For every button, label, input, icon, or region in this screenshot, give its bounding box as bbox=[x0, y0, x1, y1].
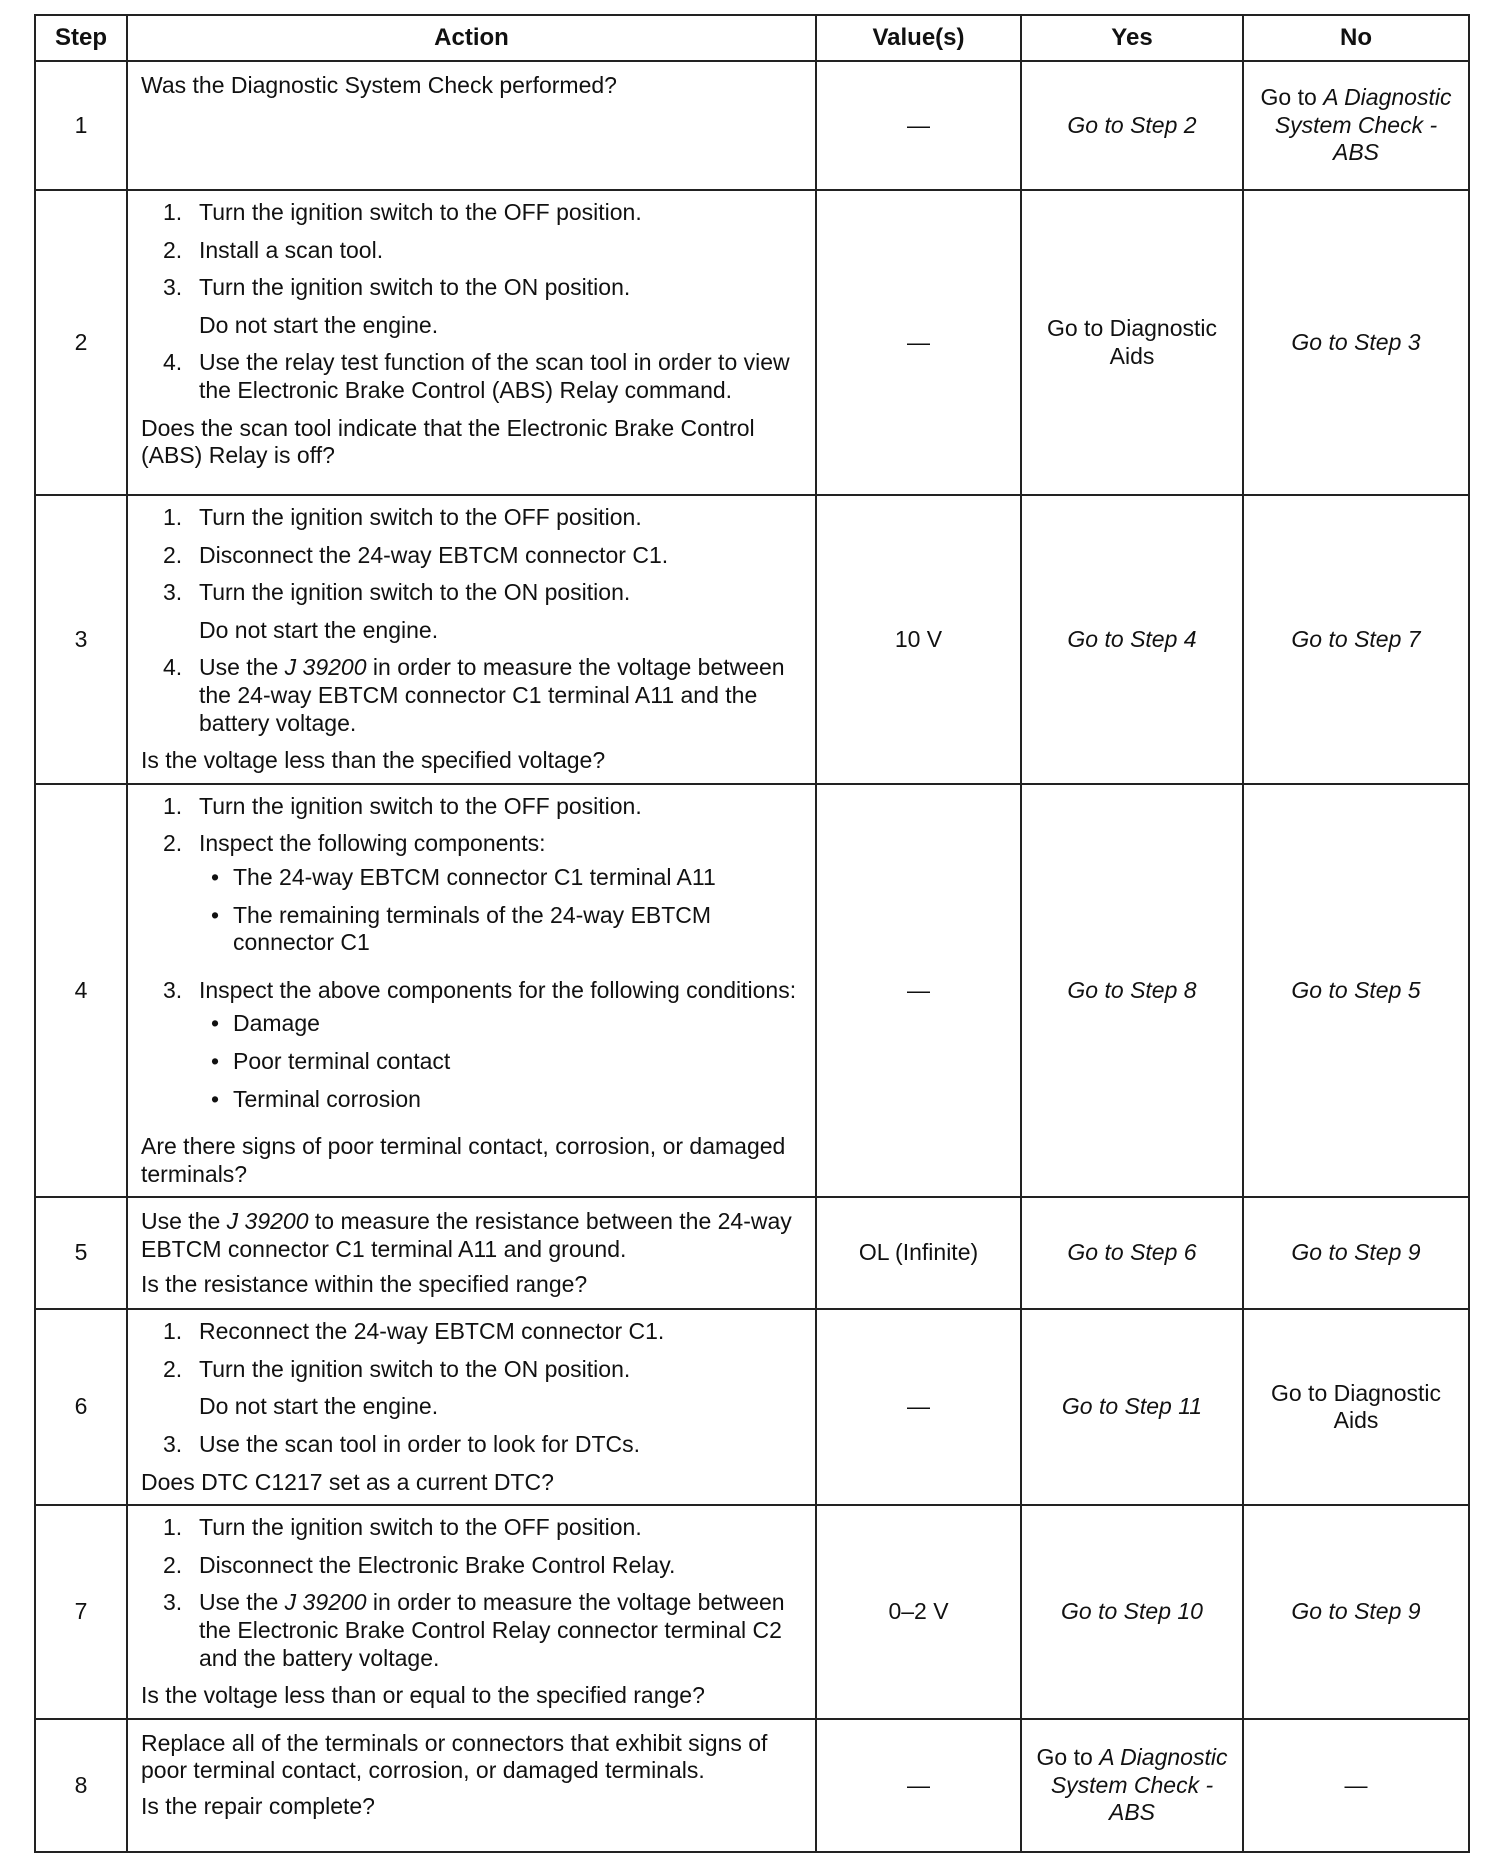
value-cell: 10 V bbox=[816, 495, 1021, 784]
bullet-list bbox=[199, 1010, 803, 1113]
procedure-step-body bbox=[199, 542, 803, 570]
procedure-step bbox=[163, 579, 803, 644]
procedure-step bbox=[163, 274, 803, 339]
procedure-step-body bbox=[199, 1589, 803, 1672]
value-cell: — bbox=[816, 1719, 1021, 1852]
value-cell: — bbox=[816, 61, 1021, 190]
procedure-step-text: Disconnect the Electronic Brake Control Relay. bbox=[199, 1551, 676, 1578]
step-number: 1 bbox=[35, 61, 127, 190]
procedure-step-body bbox=[199, 977, 803, 1123]
no-cell bbox=[1243, 495, 1469, 784]
table-row bbox=[35, 1719, 1469, 1852]
procedure-step bbox=[163, 199, 803, 227]
procedure-step-number: 3. bbox=[163, 274, 183, 301]
procedure-step-text: Use the scan tool in order to look for DTCs. bbox=[199, 1431, 641, 1458]
procedure-step-text: Use the bbox=[199, 1589, 285, 1616]
bullet-icon: • bbox=[211, 1085, 220, 1112]
procedure-step-body bbox=[199, 1431, 803, 1459]
procedure-list bbox=[141, 1318, 803, 1458]
action-cell bbox=[127, 190, 816, 495]
procedure-step bbox=[163, 1589, 803, 1672]
procedure-step-body bbox=[199, 199, 803, 227]
procedure-step-number: 1. bbox=[163, 792, 183, 819]
yes-cell bbox=[1021, 1197, 1243, 1309]
intro-text: to measure the resistance between the 24-way EBTCM connector C1 terminal A11 and ground. bbox=[141, 1208, 792, 1262]
procedure-note: Do not start the engine. bbox=[199, 1393, 439, 1420]
yes-link-text: Go to Step 6 bbox=[1067, 1239, 1197, 1266]
step-number: 2 bbox=[35, 190, 127, 495]
step-number: 7 bbox=[35, 1505, 127, 1719]
no-text: Go to bbox=[1260, 84, 1324, 111]
table-row bbox=[35, 495, 1469, 784]
procedure-step bbox=[163, 793, 803, 821]
procedure-note: Do not start the engine. bbox=[199, 311, 439, 338]
action-intro: Was the Diagnostic System Check performed? bbox=[141, 72, 617, 98]
no-link-text: Go to Step 9 bbox=[1291, 1239, 1421, 1266]
procedure-step-number: 3. bbox=[163, 976, 183, 1003]
no-cell bbox=[1243, 1309, 1469, 1505]
procedure-step-body bbox=[199, 237, 803, 265]
step-number: 8 bbox=[35, 1719, 127, 1852]
no-cell bbox=[1243, 1719, 1469, 1852]
procedure-step-number: 1. bbox=[163, 1318, 183, 1345]
procedure-step-number: 3. bbox=[163, 1589, 183, 1616]
no-text: Go to Diagnostic Aids bbox=[1270, 1379, 1442, 1434]
procedure-step-number: 3. bbox=[163, 579, 183, 606]
header-row bbox=[35, 15, 1469, 61]
step-number: 5 bbox=[35, 1197, 127, 1309]
procedure-step-body bbox=[199, 1514, 803, 1542]
yes-text: Go to Diagnostic Aids bbox=[1046, 314, 1218, 369]
procedure-step-number: 2. bbox=[163, 1355, 183, 1382]
tool-name: J 39200 bbox=[284, 1589, 367, 1616]
bullet-icon: • bbox=[211, 863, 220, 890]
action-cell bbox=[127, 61, 816, 190]
action-question: Are there signs of poor terminal contact, corrosion, or damaged terminals? bbox=[141, 1133, 786, 1187]
procedure-step bbox=[163, 830, 803, 966]
step-number: 4 bbox=[35, 784, 127, 1198]
bullet-text: Terminal corrosion bbox=[233, 1085, 421, 1112]
procedure-step bbox=[163, 349, 803, 404]
yes-cell bbox=[1021, 1309, 1243, 1505]
bullet-text: The remaining terminals of the 24-way EBTCM connector C1 bbox=[233, 901, 712, 956]
action-question: Is the repair complete? bbox=[141, 1793, 375, 1819]
action-cell bbox=[127, 1309, 816, 1505]
header-no: No bbox=[1243, 15, 1469, 61]
bullet-list bbox=[199, 864, 803, 957]
value-cell: — bbox=[816, 784, 1021, 1198]
procedure-list bbox=[141, 1514, 803, 1672]
procedure-step bbox=[163, 654, 803, 737]
action-cell bbox=[127, 1197, 816, 1309]
procedure-step-body bbox=[199, 654, 803, 737]
procedure-step-number: 2. bbox=[163, 1551, 183, 1578]
procedure-step-text: Turn the ignition switch to the OFF position. bbox=[199, 504, 642, 530]
procedure-step-number: 2. bbox=[163, 236, 183, 263]
procedure-step-text: Use the relay test function of the scan tool in order to view the Electronic Brake Control (ABS) Relay command. bbox=[199, 349, 790, 403]
procedure-step-number: 1. bbox=[163, 504, 183, 530]
procedure-note: Do not start the engine. bbox=[199, 616, 439, 643]
yes-link-text: Go to Step 10 bbox=[1061, 1598, 1203, 1625]
bullet-icon: • bbox=[211, 1010, 220, 1037]
bullet-text: Poor terminal contact bbox=[233, 1047, 451, 1074]
no-link-text: Go to Step 9 bbox=[1291, 1598, 1421, 1625]
bullet-icon: • bbox=[211, 901, 220, 928]
header-step: Step bbox=[35, 15, 127, 61]
procedure-step-text: in order to measure the voltage between the Electronic Brake Control Relay connector terminal C2 and the battery voltage. bbox=[199, 1589, 785, 1671]
tool-name: J 39200 bbox=[226, 1208, 309, 1235]
procedure-step-text: Reconnect the 24-way EBTCM connector C1. bbox=[199, 1318, 665, 1345]
procedure-step-text: Disconnect the 24-way EBTCM connector C1. bbox=[199, 541, 669, 568]
bullet-text: The 24-way EBTCM connector C1 terminal A11 bbox=[233, 863, 716, 890]
action-question: Does DTC C1217 set as a current DTC? bbox=[141, 1468, 554, 1495]
yes-cell bbox=[1021, 61, 1243, 190]
procedure-step bbox=[163, 1318, 803, 1346]
procedure-step bbox=[163, 1552, 803, 1580]
table-body bbox=[35, 61, 1469, 1852]
procedure-step bbox=[163, 977, 803, 1123]
yes-cell bbox=[1021, 1505, 1243, 1719]
procedure-step bbox=[163, 1514, 803, 1542]
table-row bbox=[35, 1197, 1469, 1309]
procedure-step-body bbox=[199, 1356, 803, 1421]
header-action: Action bbox=[127, 15, 816, 61]
procedure-step-body bbox=[199, 274, 803, 339]
no-text: — bbox=[1344, 1771, 1368, 1798]
no-cell bbox=[1243, 1197, 1469, 1309]
procedure-step-body bbox=[199, 349, 803, 404]
procedure-step-text: Inspect the above components for the following conditions: bbox=[199, 976, 797, 1003]
yes-cell bbox=[1021, 495, 1243, 784]
step-number: 6 bbox=[35, 1309, 127, 1505]
table-row bbox=[35, 1505, 1469, 1719]
action-cell bbox=[127, 1505, 816, 1719]
procedure-step-body bbox=[199, 1552, 803, 1580]
yes-text: Go to bbox=[1036, 1743, 1100, 1770]
procedure-step bbox=[163, 542, 803, 570]
action-question: Is the resistance within the specified range? bbox=[141, 1271, 588, 1298]
procedure-step-number: 2. bbox=[163, 541, 183, 568]
procedure-list bbox=[141, 504, 803, 737]
yes-link-text: A Diagnostic System Check - ABS bbox=[1050, 1743, 1228, 1826]
no-link-text: A Diagnostic System Check - ABS bbox=[1274, 84, 1452, 166]
value-cell: — bbox=[816, 190, 1021, 495]
procedure-step-body bbox=[199, 579, 803, 644]
bullet-item bbox=[211, 1010, 803, 1038]
yes-cell bbox=[1021, 1719, 1243, 1852]
step-number: 3 bbox=[35, 495, 127, 784]
yes-cell bbox=[1021, 784, 1243, 1198]
bullet-item bbox=[211, 1086, 803, 1114]
procedure-step-body bbox=[199, 830, 803, 966]
table-row bbox=[35, 61, 1469, 190]
table-row bbox=[35, 190, 1469, 495]
procedure-step bbox=[163, 1431, 803, 1459]
procedure-step-text: Turn the ignition switch to the OFF position. bbox=[199, 199, 642, 225]
procedure-step-text: Turn the ignition switch to the ON position. bbox=[199, 274, 631, 301]
procedure-step-text: in order to measure the voltage between the 24-way EBTCM connector C1 terminal A11 and the battery voltage. bbox=[199, 654, 785, 736]
value-cell: 0–2 V bbox=[816, 1505, 1021, 1719]
procedure-step-number: 1. bbox=[163, 199, 183, 225]
yes-link-text: Go to Step 11 bbox=[1061, 1393, 1203, 1420]
value-cell: — bbox=[816, 1309, 1021, 1505]
procedure-step bbox=[163, 237, 803, 265]
action-intro: Replace all of the terminals or connectors that exhibit signs of poor terminal contact, corrosion, or damaged terminals. bbox=[141, 1729, 768, 1784]
procedure-step-text: Use the bbox=[199, 654, 285, 681]
action-cell bbox=[127, 784, 816, 1198]
table-row bbox=[35, 1309, 1469, 1505]
yes-link-text: Go to Step 2 bbox=[1067, 111, 1197, 138]
procedure-step-text: Turn the ignition switch to the OFF position. bbox=[199, 1514, 642, 1541]
procedure-step bbox=[163, 504, 803, 532]
procedure-step-text: Install a scan tool. bbox=[199, 236, 384, 263]
bullet-text: Damage bbox=[233, 1010, 320, 1037]
bullet-item bbox=[211, 1048, 803, 1076]
action-question: Is the voltage less than or equal to the specified range? bbox=[141, 1682, 705, 1709]
no-link-text: Go to Step 3 bbox=[1291, 328, 1421, 355]
table-row bbox=[35, 784, 1469, 1198]
procedure-step-body bbox=[199, 793, 803, 821]
procedure-step-number: 1. bbox=[163, 1514, 183, 1541]
no-cell bbox=[1243, 190, 1469, 495]
bullet-item bbox=[211, 864, 803, 892]
no-cell bbox=[1243, 1505, 1469, 1719]
no-cell bbox=[1243, 784, 1469, 1198]
yes-link-text: Go to Step 8 bbox=[1067, 976, 1197, 1003]
diagnostic-table bbox=[34, 14, 1470, 1853]
no-link-text: Go to Step 5 bbox=[1291, 976, 1421, 1003]
procedure-step-body bbox=[199, 1318, 803, 1346]
procedure-step-text: Inspect the following components: bbox=[199, 830, 546, 857]
action-question: Is the voltage less than the specified voltage? bbox=[141, 747, 606, 774]
procedure-step-number: 4. bbox=[163, 654, 183, 681]
value-cell: OL (Infinite) bbox=[816, 1197, 1021, 1309]
yes-cell bbox=[1021, 190, 1243, 495]
procedure-step-number: 4. bbox=[163, 349, 183, 376]
header-values: Value(s) bbox=[816, 15, 1021, 61]
procedure-step-text: Turn the ignition switch to the OFF position. bbox=[199, 792, 642, 819]
procedure-list bbox=[141, 793, 803, 1123]
procedure-step-body bbox=[199, 504, 803, 532]
procedure-step-text: Turn the ignition switch to the ON position. bbox=[199, 1355, 631, 1382]
no-link-text: Go to Step 7 bbox=[1291, 625, 1421, 652]
action-cell bbox=[127, 1719, 816, 1852]
procedure-step bbox=[163, 1356, 803, 1421]
header-yes: Yes bbox=[1021, 15, 1243, 61]
intro-text: Use the bbox=[141, 1208, 227, 1235]
procedure-step-number: 2. bbox=[163, 830, 183, 857]
bullet-icon: • bbox=[211, 1047, 220, 1074]
tool-name: J 39200 bbox=[284, 654, 367, 681]
action-cell bbox=[127, 495, 816, 784]
procedure-step-text: Turn the ignition switch to the ON position. bbox=[199, 579, 631, 606]
no-cell bbox=[1243, 61, 1469, 190]
action-intro bbox=[141, 1208, 803, 1263]
procedure-list bbox=[141, 199, 803, 405]
bullet-item bbox=[211, 902, 803, 957]
procedure-step-number: 3. bbox=[163, 1431, 183, 1458]
yes-link-text: Go to Step 4 bbox=[1067, 625, 1197, 652]
action-question: Does the scan tool indicate that the Electronic Brake Control (ABS) Relay is off? bbox=[141, 414, 755, 469]
